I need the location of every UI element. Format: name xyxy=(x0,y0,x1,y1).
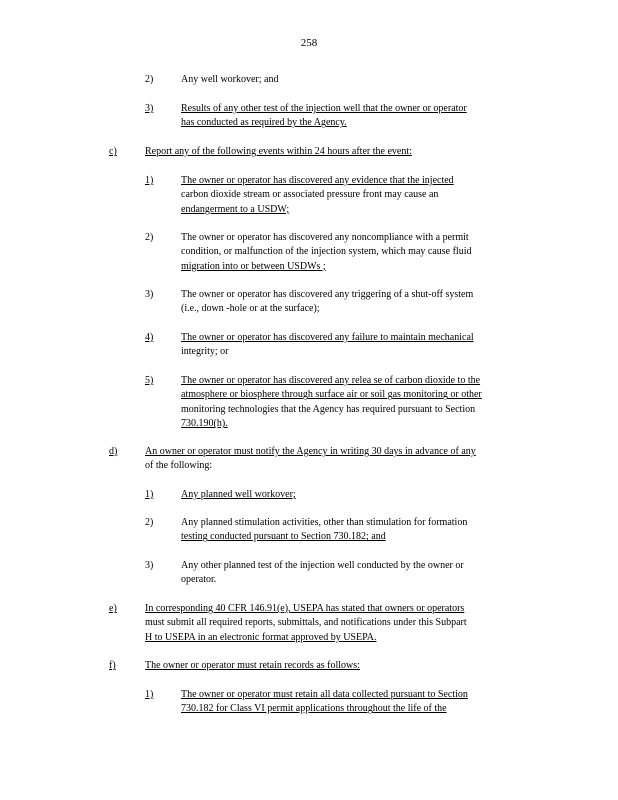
text-line: has conducted as required by the Agency. xyxy=(181,117,347,129)
item-label: 3) xyxy=(145,103,154,114)
section-text xyxy=(145,659,360,673)
item-text xyxy=(181,231,472,274)
section-label: c) xyxy=(109,146,117,157)
item-text xyxy=(181,488,296,502)
text-line: Results of any other test of the injection well that the owner or operator xyxy=(181,103,467,114)
text-line: The owner or operator has discovered any noncompliance with a permit xyxy=(181,232,469,243)
item-label: 3) xyxy=(145,560,154,571)
item-label: 2) xyxy=(145,232,154,243)
text-line: The owner or operator has discovered any triggering of a shut-off system xyxy=(181,289,474,300)
text-line: testing conducted pursuant to Section 730.182; and xyxy=(181,531,386,543)
item-label: 1) xyxy=(145,489,154,500)
text-line: (i.e., down -hole or at the surface); xyxy=(181,303,320,315)
item-label: 1) xyxy=(145,689,154,700)
item-text xyxy=(181,559,464,588)
item-text xyxy=(181,331,474,360)
text-line: migration into or between USDWs ; xyxy=(181,260,326,272)
text-line: The owner or operator has discovered any evidence that the injected xyxy=(181,175,454,186)
text-line: Any planned stimulation activities, other than stimulation for formation xyxy=(181,517,468,528)
item-label: 3) xyxy=(145,289,154,300)
text-line: condition, or malfunction of the injection system, which may cause fluid xyxy=(181,246,472,258)
text-line: The owner or operator must retain all data collected pursuant to Section xyxy=(181,689,468,700)
item-text xyxy=(181,374,482,432)
item-label: 5) xyxy=(145,375,154,386)
text-line: Any planned well workover; xyxy=(181,489,296,500)
item-text xyxy=(181,73,278,87)
section-label: e) xyxy=(109,603,117,614)
text-line: Any other planned test of the injection well conducted by the owner or xyxy=(181,560,464,571)
text-line: endangerment to a USDW; xyxy=(181,203,290,215)
text-line: Report any of the following events within 24 hours after the event: xyxy=(145,146,412,157)
section-label: f) xyxy=(109,660,116,671)
text-line: The owner or operator has discovered any failure to maintain mechanical xyxy=(181,332,474,343)
item-label: 2) xyxy=(145,517,154,528)
item-text xyxy=(181,516,467,545)
text-line: An owner or operator must notify the Agency in writing 30 days in advance of any xyxy=(145,446,476,457)
text-line: 730.190(h). xyxy=(181,418,228,430)
item-label: 2) xyxy=(145,74,154,85)
section-text xyxy=(145,445,476,474)
section-label: d) xyxy=(109,446,118,457)
text-line: carbon dioxide stream or associated pressure front may cause an xyxy=(181,189,439,201)
item-text xyxy=(181,288,473,317)
text-line: In corresponding 40 CFR 146.91(e), USEPA has stated that owners or operators xyxy=(145,603,465,614)
text-line: integrity; or xyxy=(181,346,229,358)
item-text xyxy=(181,102,467,131)
section-text xyxy=(145,145,412,159)
page-number: 258 xyxy=(300,37,318,49)
section-text xyxy=(145,602,467,645)
text-line: The owner or operator has discovered any relea se of carbon dioxide to the xyxy=(181,375,481,386)
text-line: The owner or operator must retain records as follows: xyxy=(145,660,360,671)
item-label: 4) xyxy=(145,332,154,343)
item-label: 1) xyxy=(145,175,154,186)
text-line: Any well workover; and xyxy=(181,74,279,85)
item-text xyxy=(181,174,454,217)
item-text xyxy=(181,688,468,717)
text-line: monitoring technologies that the Agency has required pursuant to Section xyxy=(181,403,476,415)
text-line: 730.182 for Class VI permit applications throughout the life of the xyxy=(181,703,447,715)
text-line: operator. xyxy=(181,574,217,586)
text-line: must submit all required reports, submittals, and notifications under this Subpart xyxy=(145,617,467,629)
text-line: atmosphere or biosphere through surface air or soil gas monitoring or other xyxy=(181,389,482,401)
text-line: of the following: xyxy=(145,460,213,472)
text-line: H to USEPA in an electronic format approved by USEPA. xyxy=(145,631,377,643)
